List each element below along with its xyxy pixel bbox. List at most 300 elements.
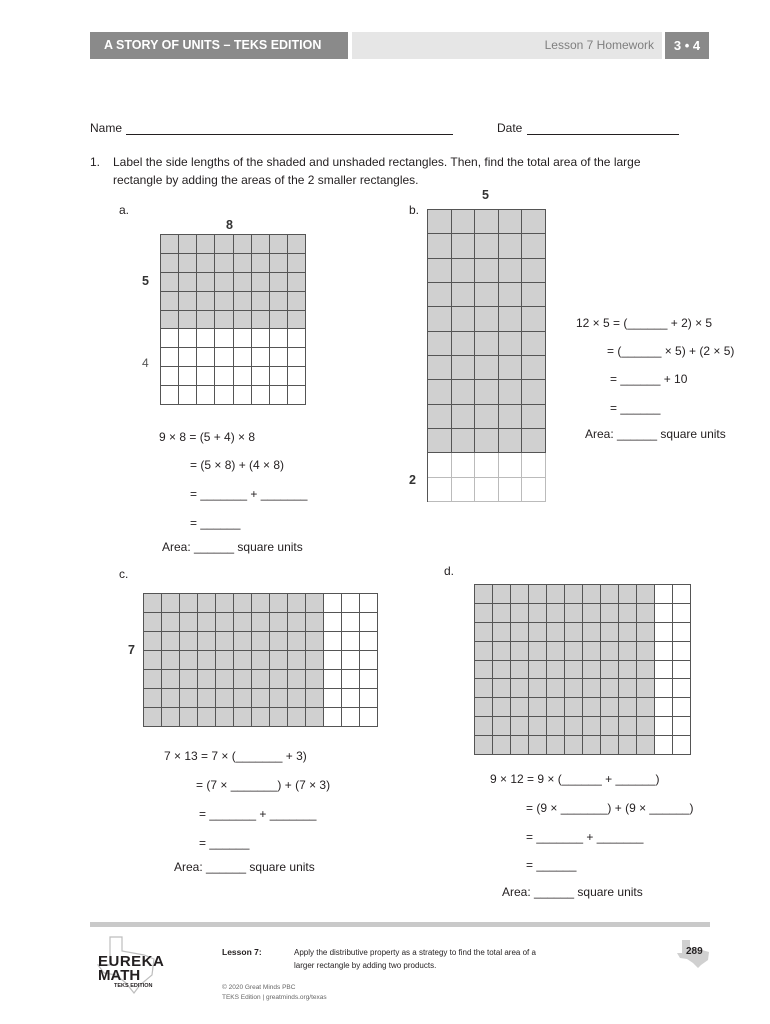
date-field[interactable] — [527, 134, 679, 135]
grid-cell — [216, 708, 234, 727]
grid-cell — [252, 254, 270, 273]
grid-cell — [475, 453, 499, 477]
grid-cell — [655, 604, 673, 623]
part-b-eq2: = (______ × 5) + (2 × 5) — [607, 344, 735, 358]
grid-cell — [601, 604, 619, 623]
grid-cell — [234, 708, 252, 727]
grid-cell — [270, 670, 288, 689]
grid-cell — [161, 235, 179, 254]
grid-cell — [324, 670, 342, 689]
grid-cell — [547, 623, 565, 642]
series-title: A STORY OF UNITS – TEKS EDITION — [90, 32, 348, 59]
grid-cell — [215, 311, 233, 330]
grid-cell — [215, 348, 233, 367]
part-d-eq4: = ______ — [526, 858, 577, 872]
grid-cell — [179, 292, 197, 311]
grid-cell — [547, 585, 565, 604]
grid-cell — [547, 661, 565, 680]
grid-cell — [583, 604, 601, 623]
grid-cell — [619, 623, 637, 642]
grid-cell — [511, 585, 529, 604]
grid-cell — [499, 332, 523, 356]
part-b-eq3: = ______ + 10 — [610, 372, 688, 386]
grid-cell — [475, 736, 493, 755]
part-a-eq3: = _______ + _______ — [190, 487, 308, 501]
grid-cell — [252, 613, 270, 632]
grid-cell — [197, 311, 215, 330]
grid-cell — [270, 632, 288, 651]
copyright-line2: TEKS Edition | greatminds.org/texas — [222, 994, 327, 1001]
grid-cell — [673, 661, 691, 680]
grid-cell — [452, 259, 476, 283]
grid-cell — [215, 292, 233, 311]
grid-cell — [288, 689, 306, 708]
grid-cell — [499, 405, 523, 429]
grid-cell — [288, 386, 306, 405]
part-b-top-label: 5 — [482, 188, 489, 202]
part-d-grid — [474, 584, 691, 755]
grid-cell — [270, 273, 288, 292]
grid-cell — [179, 273, 197, 292]
grid-cell — [493, 679, 511, 698]
grid-cell — [428, 283, 452, 307]
grid-cell — [529, 717, 547, 736]
grid-cell — [475, 585, 493, 604]
grid-cell — [499, 259, 523, 283]
grid-cell — [522, 405, 546, 429]
footer-lesson-label: Lesson 7: — [222, 947, 262, 957]
grid-cell — [342, 708, 360, 727]
grid-cell — [673, 736, 691, 755]
grid-cell — [270, 235, 288, 254]
grid-cell — [452, 356, 476, 380]
grid-cell — [475, 429, 499, 453]
grid-cell — [565, 679, 583, 698]
footer-objective-line2: larger rectangle by adding two products. — [294, 961, 437, 970]
grid-cell — [360, 651, 378, 670]
grid-cell — [216, 670, 234, 689]
grid-cell — [342, 632, 360, 651]
grid-cell — [252, 594, 270, 613]
grid-cell — [342, 670, 360, 689]
grid-cell — [673, 679, 691, 698]
grid-cell — [619, 736, 637, 755]
grid-cell — [529, 642, 547, 661]
grid-cell — [306, 594, 324, 613]
grid-cell — [619, 585, 637, 604]
grid-cell — [522, 380, 546, 404]
grid-cell — [475, 478, 499, 502]
grid-cell — [215, 254, 233, 273]
grid-cell — [288, 292, 306, 311]
grid-cell — [428, 405, 452, 429]
grid-cell — [522, 356, 546, 380]
grid-cell — [583, 585, 601, 604]
date-label: Date — [497, 121, 523, 135]
grid-cell — [234, 348, 252, 367]
grid-cell — [655, 698, 673, 717]
grid-cell — [475, 679, 493, 698]
grid-cell — [522, 453, 546, 477]
grid-cell — [179, 311, 197, 330]
grid-cell — [288, 367, 306, 386]
grid-cell — [673, 717, 691, 736]
grid-cell — [252, 386, 270, 405]
grid-cell — [161, 311, 179, 330]
grid-cell — [198, 632, 216, 651]
grid-cell — [547, 736, 565, 755]
grid-cell — [673, 623, 691, 642]
grid-cell — [452, 380, 476, 404]
grid-cell — [428, 210, 452, 234]
grid-cell — [452, 429, 476, 453]
grid-cell — [179, 348, 197, 367]
grid-cell — [493, 717, 511, 736]
grid-cell — [522, 259, 546, 283]
grid-cell — [655, 717, 673, 736]
grid-cell — [522, 210, 546, 234]
grid-cell — [511, 661, 529, 680]
grid-cell — [583, 717, 601, 736]
grid-cell — [637, 623, 655, 642]
grid-cell — [428, 234, 452, 258]
grid-cell — [637, 717, 655, 736]
grid-cell — [198, 613, 216, 632]
footer-objective-line1: Apply the distributive property as a strategy to find the total area of a — [294, 948, 536, 957]
name-field[interactable] — [126, 134, 453, 135]
part-c-eq1: 7 × 13 = 7 × (_______ + 3) — [164, 749, 307, 763]
grid-cell — [179, 329, 197, 348]
grid-cell — [475, 623, 493, 642]
grid-cell — [499, 356, 523, 380]
grid-cell — [288, 329, 306, 348]
grid-cell — [342, 613, 360, 632]
grid-cell — [197, 292, 215, 311]
grid-cell — [215, 386, 233, 405]
grid-cell — [673, 642, 691, 661]
grid-cell — [529, 679, 547, 698]
grid-cell — [493, 642, 511, 661]
grid-cell — [144, 651, 162, 670]
part-b-eq4: = ______ — [610, 401, 661, 415]
grid-cell — [270, 689, 288, 708]
grid-cell — [306, 613, 324, 632]
grid-cell — [161, 329, 179, 348]
logo-line2: MATH — [98, 967, 141, 984]
grid-cell — [655, 623, 673, 642]
grid-cell — [252, 651, 270, 670]
grid-cell — [197, 254, 215, 273]
grid-cell — [215, 273, 233, 292]
grid-cell — [216, 613, 234, 632]
grid-cell — [601, 679, 619, 698]
grid-cell — [288, 670, 306, 689]
grid-cell — [324, 651, 342, 670]
grid-cell — [216, 594, 234, 613]
grid-cell — [252, 708, 270, 727]
grid-cell — [619, 661, 637, 680]
grid-cell — [601, 642, 619, 661]
grid-cell — [601, 736, 619, 755]
grid-cell — [179, 367, 197, 386]
grid-cell — [475, 717, 493, 736]
grid-cell — [493, 698, 511, 717]
grid-cell — [601, 661, 619, 680]
grid-cell — [601, 717, 619, 736]
grid-cell — [583, 679, 601, 698]
grid-cell — [522, 478, 546, 502]
grid-cell — [493, 736, 511, 755]
part-a-letter: a. — [119, 203, 130, 217]
grid-cell — [529, 698, 547, 717]
grid-cell — [252, 329, 270, 348]
grid-cell — [180, 670, 198, 689]
grid-cell — [162, 689, 180, 708]
grid-cell — [583, 661, 601, 680]
grid-cell — [288, 613, 306, 632]
grid-cell — [511, 623, 529, 642]
grid-cell — [215, 367, 233, 386]
grid-cell — [144, 689, 162, 708]
grid-cell — [270, 613, 288, 632]
part-d-eq3: = _______ + _______ — [526, 830, 644, 844]
grid-cell — [252, 670, 270, 689]
problem-number: 1. — [90, 155, 101, 169]
part-c-side-label: 7 — [128, 643, 135, 657]
grid-cell — [197, 386, 215, 405]
grid-cell — [198, 708, 216, 727]
grid-cell — [619, 642, 637, 661]
grid-cell — [144, 670, 162, 689]
grid-cell — [162, 708, 180, 727]
grid-cell — [324, 632, 342, 651]
grid-cell — [475, 234, 499, 258]
grid-cell — [475, 259, 499, 283]
grid-cell — [499, 380, 523, 404]
grid-cell — [428, 380, 452, 404]
grid-cell — [452, 210, 476, 234]
grid-cell — [288, 594, 306, 613]
grid-cell — [601, 698, 619, 717]
grid-cell — [180, 594, 198, 613]
grid-cell — [198, 670, 216, 689]
grid-cell — [180, 651, 198, 670]
logo-line3: TEKS EDITION — [114, 983, 153, 989]
part-d-area: Area: ______ square units — [502, 885, 643, 899]
grid-cell — [360, 689, 378, 708]
grid-cell — [475, 380, 499, 404]
grid-cell — [583, 642, 601, 661]
grid-cell — [197, 235, 215, 254]
grid-cell — [499, 283, 523, 307]
part-b-area: Area: ______ square units — [585, 427, 726, 441]
grid-cell — [234, 613, 252, 632]
grid-cell — [655, 661, 673, 680]
part-b-letter: b. — [409, 203, 420, 217]
grid-cell — [234, 235, 252, 254]
grid-cell — [475, 405, 499, 429]
grid-cell — [234, 386, 252, 405]
grid-cell — [234, 594, 252, 613]
grid-cell — [619, 698, 637, 717]
grid-cell — [288, 273, 306, 292]
grid-cell — [252, 273, 270, 292]
copyright-line1: © 2020 Great Minds PBC — [222, 984, 296, 991]
problem-text-line1: Label the side lengths of the shaded and unshaded rectangles. Then, find the total area of the large — [113, 155, 641, 169]
grid-cell — [161, 254, 179, 273]
grid-cell — [270, 348, 288, 367]
grid-cell — [360, 594, 378, 613]
grid-cell — [475, 604, 493, 623]
grid-cell — [619, 604, 637, 623]
part-c-eq3: = _______ + _______ — [199, 807, 317, 821]
part-a-grid — [160, 234, 306, 405]
grid-cell — [428, 307, 452, 331]
grid-cell — [288, 708, 306, 727]
grid-cell — [475, 356, 499, 380]
grid-cell — [161, 348, 179, 367]
grid-cell — [234, 632, 252, 651]
grid-cell — [493, 585, 511, 604]
grid-cell — [547, 642, 565, 661]
grid-cell — [428, 478, 452, 502]
grid-cell — [180, 613, 198, 632]
grid-cell — [234, 651, 252, 670]
grid-cell — [306, 651, 324, 670]
grid-cell — [179, 235, 197, 254]
grid-cell — [637, 604, 655, 623]
grid-cell — [428, 429, 452, 453]
grid-cell — [144, 594, 162, 613]
grid-cell — [215, 235, 233, 254]
part-a-top-label: 8 — [226, 218, 233, 232]
grid-cell — [252, 235, 270, 254]
grid-cell — [522, 332, 546, 356]
grid-cell — [162, 670, 180, 689]
grid-cell — [215, 329, 233, 348]
grid-cell — [252, 311, 270, 330]
grid-cell — [583, 736, 601, 755]
grid-cell — [270, 254, 288, 273]
grid-cell — [161, 292, 179, 311]
grid-cell — [360, 613, 378, 632]
grid-cell — [452, 307, 476, 331]
grid-cell — [288, 254, 306, 273]
grid-cell — [565, 736, 583, 755]
grid-cell — [565, 604, 583, 623]
grid-cell — [234, 670, 252, 689]
grid-cell — [601, 585, 619, 604]
grid-cell — [452, 234, 476, 258]
grid-cell — [288, 651, 306, 670]
grid-cell — [655, 585, 673, 604]
grid-cell — [475, 210, 499, 234]
grid-cell — [452, 478, 476, 502]
grid-cell — [529, 604, 547, 623]
grid-cell — [270, 329, 288, 348]
part-a-side-label-bottom: 4 — [142, 356, 149, 370]
grid-cell — [234, 292, 252, 311]
grid-cell — [499, 429, 523, 453]
grid-cell — [161, 273, 179, 292]
grid-cell — [452, 332, 476, 356]
grid-cell — [673, 604, 691, 623]
grid-cell — [180, 708, 198, 727]
grid-cell — [475, 332, 499, 356]
part-c-eq4: = ______ — [199, 836, 250, 850]
name-label: Name — [90, 121, 123, 135]
grid-cell — [522, 283, 546, 307]
grid-cell — [324, 613, 342, 632]
grid-cell — [360, 670, 378, 689]
part-b-eq1: 12 × 5 = (______ + 2) × 5 — [576, 316, 713, 330]
part-c-eq2: = (7 × _______) + (7 × 3) — [196, 778, 331, 792]
grid-cell — [162, 632, 180, 651]
grid-cell — [234, 367, 252, 386]
grid-cell — [162, 613, 180, 632]
grid-cell — [565, 623, 583, 642]
grid-cell — [234, 311, 252, 330]
grid-cell — [306, 632, 324, 651]
part-d-eq1: 9 × 12 = 9 × (______ + ______) — [490, 772, 660, 786]
grid-cell — [637, 642, 655, 661]
part-b-side-label: 2 — [409, 473, 416, 487]
grid-cell — [162, 651, 180, 670]
grid-cell — [324, 689, 342, 708]
grid-cell — [475, 698, 493, 717]
grid-cell — [252, 689, 270, 708]
grid-cell — [270, 708, 288, 727]
grid-cell — [144, 632, 162, 651]
grid-cell — [673, 585, 691, 604]
grid-cell — [655, 642, 673, 661]
grid-cell — [583, 623, 601, 642]
part-a-eq4: = ______ — [190, 516, 241, 530]
grid-cell — [583, 698, 601, 717]
grid-cell — [493, 623, 511, 642]
grid-cell — [197, 273, 215, 292]
part-d-letter: d. — [444, 564, 455, 578]
grid-cell — [619, 679, 637, 698]
grid-cell — [288, 311, 306, 330]
grid-cell — [428, 259, 452, 283]
grid-cell — [655, 679, 673, 698]
grid-cell — [499, 453, 523, 477]
grid-cell — [522, 429, 546, 453]
grid-cell — [144, 613, 162, 632]
grid-cell — [565, 698, 583, 717]
grid-cell — [511, 736, 529, 755]
grid-cell — [655, 736, 673, 755]
grid-cell — [234, 254, 252, 273]
grid-cell — [342, 594, 360, 613]
grid-cell — [270, 367, 288, 386]
grid-cell — [179, 386, 197, 405]
grid-cell — [637, 661, 655, 680]
grid-cell — [234, 273, 252, 292]
grid-cell — [511, 698, 529, 717]
grid-cell — [565, 642, 583, 661]
grid-cell — [306, 708, 324, 727]
grid-cell — [306, 670, 324, 689]
grid-cell — [161, 386, 179, 405]
grid-cell — [529, 623, 547, 642]
page-number: 289 — [686, 946, 703, 957]
grid-cell — [428, 453, 452, 477]
grid-cell — [197, 348, 215, 367]
grid-cell — [216, 651, 234, 670]
grid-cell — [475, 283, 499, 307]
